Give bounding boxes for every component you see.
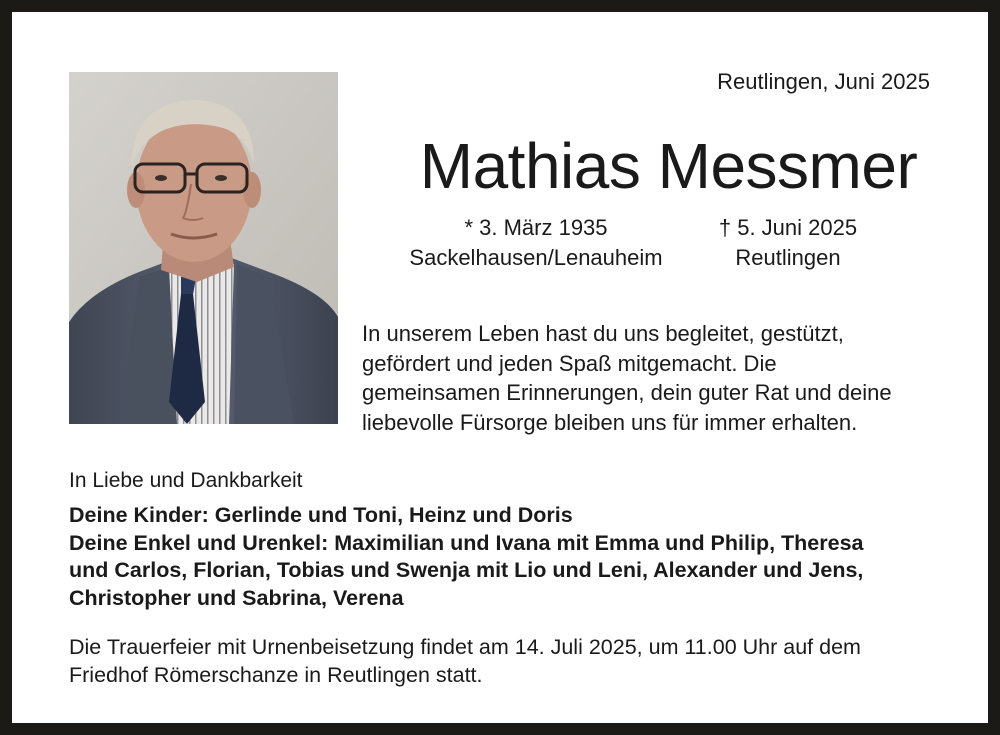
birth-place: Sackelhausen/Lenauheim [409, 245, 663, 270]
mourners-line: Deine Enkel und Urenkel: Maximilian und Ivana mit Emma und Philip, Theresa [69, 530, 864, 555]
mourners-intro: In Liebe und Dankbarkeit [69, 469, 303, 492]
mourners-line: und Carlos, Florian, Tobias und Swenja mit Lio und Leni, Alexander und Jens, [69, 558, 864, 582]
funeral-service-info [69, 633, 959, 689]
service-line: Die Trauerfeier mit Urnenbeisetzung findet am 14. Juli 2025, um 11.00 Uhr auf dem [69, 635, 861, 659]
death-info [688, 213, 888, 273]
mourners-line: Christopher und Sabrina, Verena [69, 585, 404, 610]
birth-info [380, 213, 692, 273]
memorial-line: In unserem Leben hast du uns begleitet, gestützt, [362, 321, 844, 346]
birth-date: * 3. März 1935 [464, 215, 608, 240]
death-place: Reutlingen [735, 245, 841, 270]
mourners-list [69, 502, 959, 612]
place-date: Reutlingen, Juni 2025 [717, 69, 930, 94]
deceased-name: Mathias Messmer [419, 130, 918, 202]
death-date: † 5. Juni 2025 [718, 215, 858, 240]
memorial-line: gefördert und jeden Spaß mitgemacht. Die [362, 350, 777, 376]
portrait-icon [69, 72, 338, 424]
mourners-line: Deine Kinder: Gerlinde und Toni, Heinz und Doris [69, 503, 573, 527]
service-line: Friedhof Römerschanze in Reutlingen statt. [69, 663, 483, 687]
memorial-line: gemeinsamen Erinnerungen, dein guter Rat und deine [362, 380, 892, 405]
portrait-photo [69, 72, 338, 424]
memorial-text [362, 319, 962, 437]
memorial-line: liebevolle Fürsorge bleiben uns für immer erhalten. [362, 409, 858, 435]
